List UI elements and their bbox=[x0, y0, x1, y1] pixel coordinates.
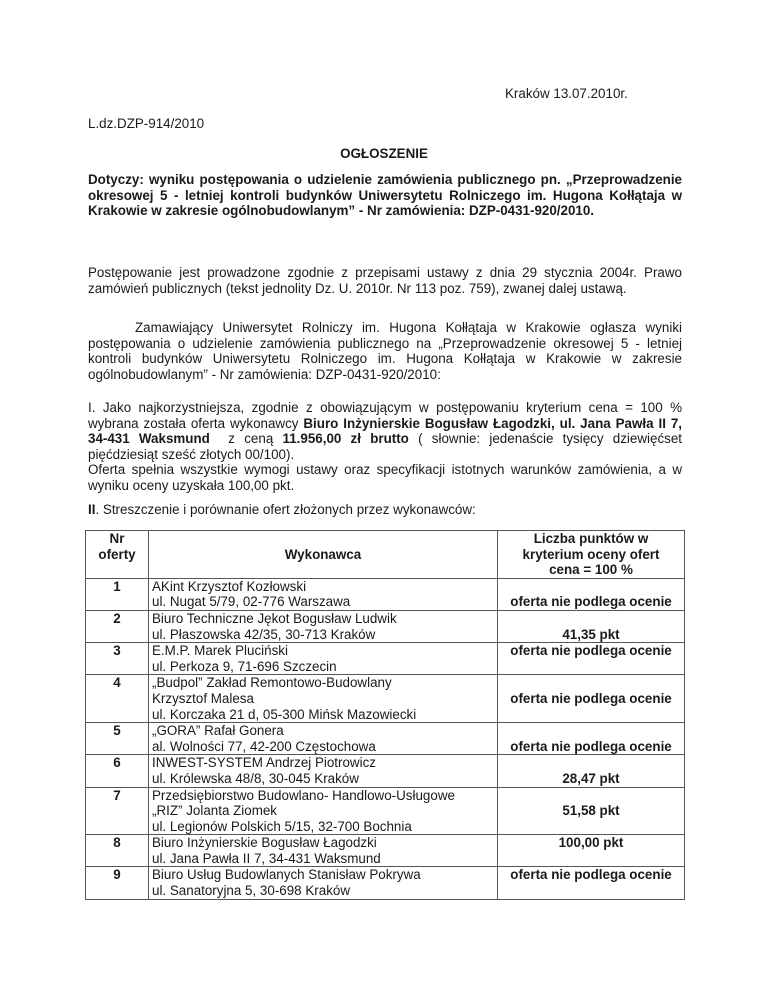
bidder-line: Biuro Inżynierskie Bogusław Łagodzki bbox=[152, 835, 377, 851]
bidder-cell bbox=[149, 787, 498, 835]
bidder-line: Biuro Techniczne Jękot Bogusław Ludwik bbox=[152, 610, 397, 626]
header-nr-line: oferty bbox=[98, 546, 136, 562]
table-row bbox=[86, 787, 685, 835]
bidder-line: „RIZ” Jolanta Ziomek bbox=[152, 803, 278, 819]
score-cell bbox=[498, 835, 685, 867]
legal-basis-paragraph: Postępowanie jest prowadzone zgodnie z przepisami ustawy z dnia 29 stycznia 2004r. Prawo zamówień publicznych (tekst jednolity Dz. U. 2010r. Nr 113 poz. 759), zwanej dalej ustawą. bbox=[88, 265, 682, 296]
winner-name: Biuro Inżynierskie Bogusław Łagodzki, ul. Jana Pawła II 7, 34-431 Waksmund bbox=[88, 415, 682, 447]
score-cell bbox=[498, 755, 685, 787]
score-cell bbox=[498, 867, 685, 899]
bidder-cell bbox=[149, 723, 498, 755]
winning-price: 11.956,00 zł brutto bbox=[282, 431, 409, 447]
table-header-row bbox=[86, 531, 685, 579]
bidder-line: Biuro Usług Budowlanych Stanisław Pokrywa bbox=[152, 867, 421, 883]
bidder-cell bbox=[149, 675, 498, 723]
bidder-cell bbox=[149, 578, 498, 610]
announcement-paragraph: Zamawiający Uniwersytet Rolniczy im. Hugona Kołłątaja w Krakowie ogłasza wyniki postępowania o udzielenie zamówienia publicznego na „Przeprowadzenie okresowej 5 - letniej kontroli budynków Uniwersytetu Rolniczego im. Hugona Kołłątaja w Krakowie w zakresie ogólnobudowlanym” - Nr zamówienia: DZP-0431-920/2010: bbox=[88, 320, 682, 382]
offer-number: 7 bbox=[86, 787, 149, 835]
bidder-line: ul. Legionów Polskich 5/15, 32-700 Bochnia bbox=[152, 818, 412, 834]
table-row bbox=[86, 835, 685, 867]
bidder-line: „Budpol” Zakład Remontowo-Budowlany bbox=[152, 675, 392, 691]
spacer bbox=[501, 723, 681, 739]
bidder-line: ul. Sanatoryjna 5, 30-698 Kraków bbox=[152, 883, 351, 899]
bidder-line: Krzysztof Malesa bbox=[152, 690, 254, 706]
score-value: 51,58 pkt bbox=[562, 803, 620, 819]
section-1 bbox=[88, 400, 682, 494]
offer-number: 4 bbox=[86, 675, 149, 723]
bidder-cell bbox=[149, 867, 498, 899]
table-row bbox=[86, 755, 685, 787]
table-row bbox=[86, 723, 685, 755]
bidder-cell bbox=[149, 643, 498, 675]
header-score-line: cena = 100 % bbox=[549, 562, 633, 578]
score-cell bbox=[498, 723, 685, 755]
section-1-intro: I. Jako najkorzystniejsza, zgodnie z obowiązującym w postępowaniu kryterium cena = 100 % wybrana została oferta wykonawcy bbox=[88, 400, 682, 431]
score-value: oferta nie podlega ocenie bbox=[510, 643, 672, 659]
offer-number: 9 bbox=[86, 867, 149, 899]
table-row bbox=[86, 867, 685, 899]
price-prefix: z ceną bbox=[209, 431, 283, 447]
bidder-cell bbox=[149, 755, 498, 787]
place-date: Kraków 13.07.2010r. bbox=[505, 86, 628, 101]
score-value: 41,35 pkt bbox=[562, 626, 620, 642]
subject-paragraph: Dotyczy: wyniku postępowania o udzielenie zamówienia publicznego pn. „Przeprowadzenie okresowej 5 - letniej kontroli budynków Uniwersytetu Rolniczego im. Hugona Kołłątaja w Krakowie w zakresie ogólnobudowlanym” - Nr zamówienia: DZP-0431-920/2010. bbox=[88, 172, 682, 219]
score-value: 28,47 pkt bbox=[562, 770, 620, 786]
offer-number: 1 bbox=[86, 578, 149, 610]
section-2-heading-text: . Streszczenie i porównanie ofert złożonych przez wykonawców: bbox=[95, 502, 476, 517]
bidder-cell bbox=[149, 835, 498, 867]
table-row bbox=[86, 643, 685, 675]
winner-paragraph bbox=[88, 400, 682, 462]
section-2-number: II bbox=[88, 502, 96, 517]
header-nr-line: Nr bbox=[109, 531, 125, 546]
offer-number: 6 bbox=[86, 755, 149, 787]
offer-number: 2 bbox=[86, 610, 149, 642]
score-cell bbox=[498, 787, 685, 835]
bidder-line: ul. Korczaka 21 d, 05-300 Mińsk Mazowiecki bbox=[152, 706, 417, 722]
bidder-line: „GORA” Rafał Gonera bbox=[152, 723, 284, 739]
score-value: oferta nie podlega ocenie bbox=[510, 594, 672, 610]
section-2-heading bbox=[88, 502, 476, 518]
spacer bbox=[501, 755, 681, 771]
bidder-line: INWEST-SYSTEM Andrzej Piotrowicz bbox=[152, 755, 376, 771]
score-value: oferta nie podlega ocenie bbox=[510, 867, 672, 883]
offers-table bbox=[85, 530, 685, 900]
spacer bbox=[501, 611, 681, 627]
price-in-words: ( słownie: jedenaście tysięcy dziewięćset pięćdziesiąt sześć złotych 00/100). bbox=[88, 431, 682, 462]
table-row bbox=[86, 675, 685, 723]
score-value: oferta nie podlega ocenie bbox=[510, 738, 672, 754]
score-cell bbox=[498, 675, 685, 723]
header-score-line: Liczba punktów w bbox=[533, 531, 649, 546]
offer-number: 3 bbox=[86, 643, 149, 675]
offers-table-body bbox=[86, 578, 685, 899]
offer-number: 8 bbox=[86, 835, 149, 867]
offer-number: 5 bbox=[86, 723, 149, 755]
bidder-line: al. Wolności 77, 42-200 Częstochowa bbox=[152, 738, 376, 754]
spacer bbox=[501, 675, 681, 691]
bidder-line: Przedsiębiorstwo Budowlano- Handlowo-Usługowe bbox=[152, 787, 455, 803]
compliance-paragraph: Oferta spełnia wszystkie wymogi ustawy oraz specyfikacji istotnych warunków zamówienia, a w wyniku oceny uzyskała 100,00 pkt. bbox=[88, 462, 682, 493]
spacer bbox=[501, 579, 681, 595]
score-value: 100,00 pkt bbox=[558, 835, 624, 851]
header-score-line: kryterium oceny ofert bbox=[522, 546, 660, 562]
score-cell bbox=[498, 610, 685, 642]
reference-number: L.dz.DZP-914/2010 bbox=[88, 116, 205, 131]
score-cell bbox=[498, 643, 685, 675]
score-cell bbox=[498, 578, 685, 610]
bidder-line: E.M.P. Marek Pluciński bbox=[152, 643, 288, 659]
header-bidder: Wykonawca bbox=[149, 531, 498, 579]
spacer bbox=[501, 788, 681, 804]
bidder-line: ul. Płaszowska 42/35, 30-713 Kraków bbox=[152, 626, 376, 642]
bidder-line: ul. Jana Pawła II 7, 34-431 Waksmund bbox=[152, 850, 381, 866]
table-row bbox=[86, 578, 685, 610]
bidder-line: ul. Nugat 5/79, 02-776 Warszawa bbox=[152, 594, 351, 610]
document-title: OGŁOSZENIE bbox=[340, 146, 428, 161]
header-offer-number bbox=[86, 531, 149, 579]
table-row bbox=[86, 610, 685, 642]
bidder-line: ul. Perkoza 9, 71-696 Szczecin bbox=[152, 658, 337, 674]
bidder-line: AKint Krzysztof Kozłowski bbox=[152, 578, 307, 594]
header-score bbox=[498, 531, 685, 579]
bidder-line: ul. Królewska 48/8, 30-045 Kraków bbox=[152, 770, 359, 786]
bidder-cell bbox=[149, 610, 498, 642]
score-value: oferta nie podlega ocenie bbox=[510, 690, 672, 706]
